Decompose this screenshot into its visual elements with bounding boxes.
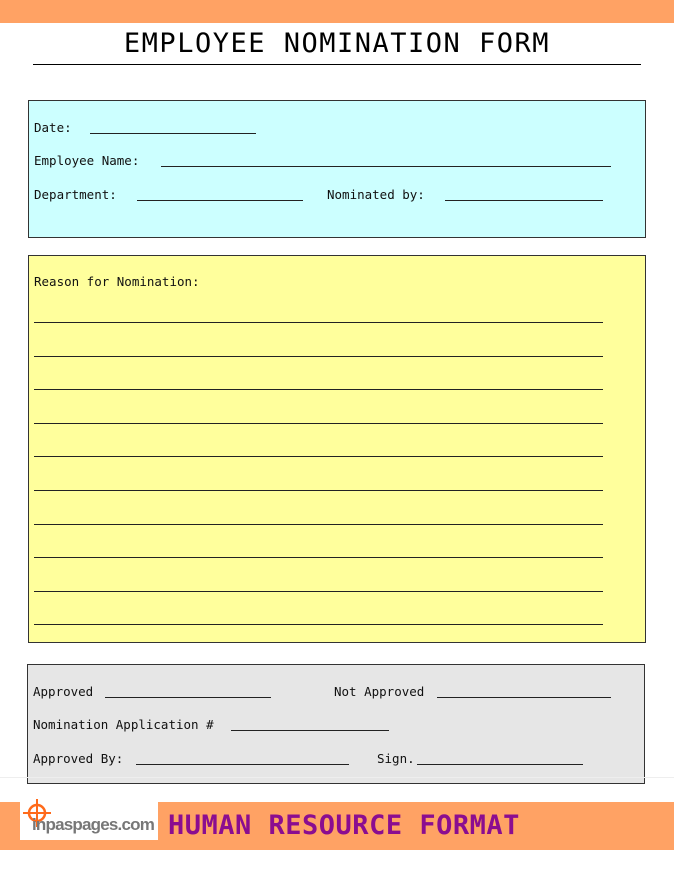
department-label: Department: — [34, 187, 117, 202]
reason-line[interactable] — [34, 591, 603, 592]
approved-by-field[interactable] — [136, 764, 349, 765]
employee-name-field[interactable] — [161, 166, 611, 167]
approved-by-label: Approved By: — [33, 751, 124, 766]
nominated-by-field[interactable] — [445, 200, 603, 201]
reason-line[interactable] — [34, 322, 603, 323]
footer-divider — [0, 777, 674, 778]
employee-info-section — [28, 100, 646, 238]
reason-line[interactable] — [34, 624, 603, 625]
reason-line[interactable] — [34, 490, 603, 491]
reason-line[interactable] — [34, 557, 603, 558]
top-accent-bar — [0, 0, 674, 23]
not-approved-field[interactable] — [437, 697, 611, 698]
date-field[interactable] — [90, 133, 256, 134]
reason-line[interactable] — [34, 356, 603, 357]
sign-field[interactable] — [417, 764, 583, 765]
nominated-by-label: Nominated by: — [327, 187, 425, 202]
application-number-label: Nomination Application # — [33, 717, 214, 732]
reason-section — [28, 255, 646, 643]
page-title: EMPLOYEE NOMINATION FORM — [123, 28, 551, 59]
sign-label: Sign. — [377, 751, 415, 766]
reason-line[interactable] — [34, 389, 603, 390]
reason-line[interactable] — [34, 456, 603, 457]
department-field[interactable] — [137, 200, 303, 201]
logo — [20, 802, 158, 840]
application-number-field[interactable] — [231, 730, 389, 731]
reason-label: Reason for Nomination: — [34, 274, 200, 289]
employee-name-label: Employee Name: — [34, 153, 140, 168]
date-label: Date: — [34, 120, 72, 135]
reason-line[interactable] — [34, 524, 603, 525]
footer-tagline: HUMAN RESOURCE FORMAT — [168, 810, 520, 841]
approved-label: Approved — [33, 684, 94, 699]
approved-field[interactable] — [105, 697, 271, 698]
logo-text: inpaspages.com — [32, 815, 155, 834]
title-underline — [33, 64, 641, 65]
not-approved-label: Not Approved — [334, 684, 425, 699]
reason-line[interactable] — [34, 423, 603, 424]
